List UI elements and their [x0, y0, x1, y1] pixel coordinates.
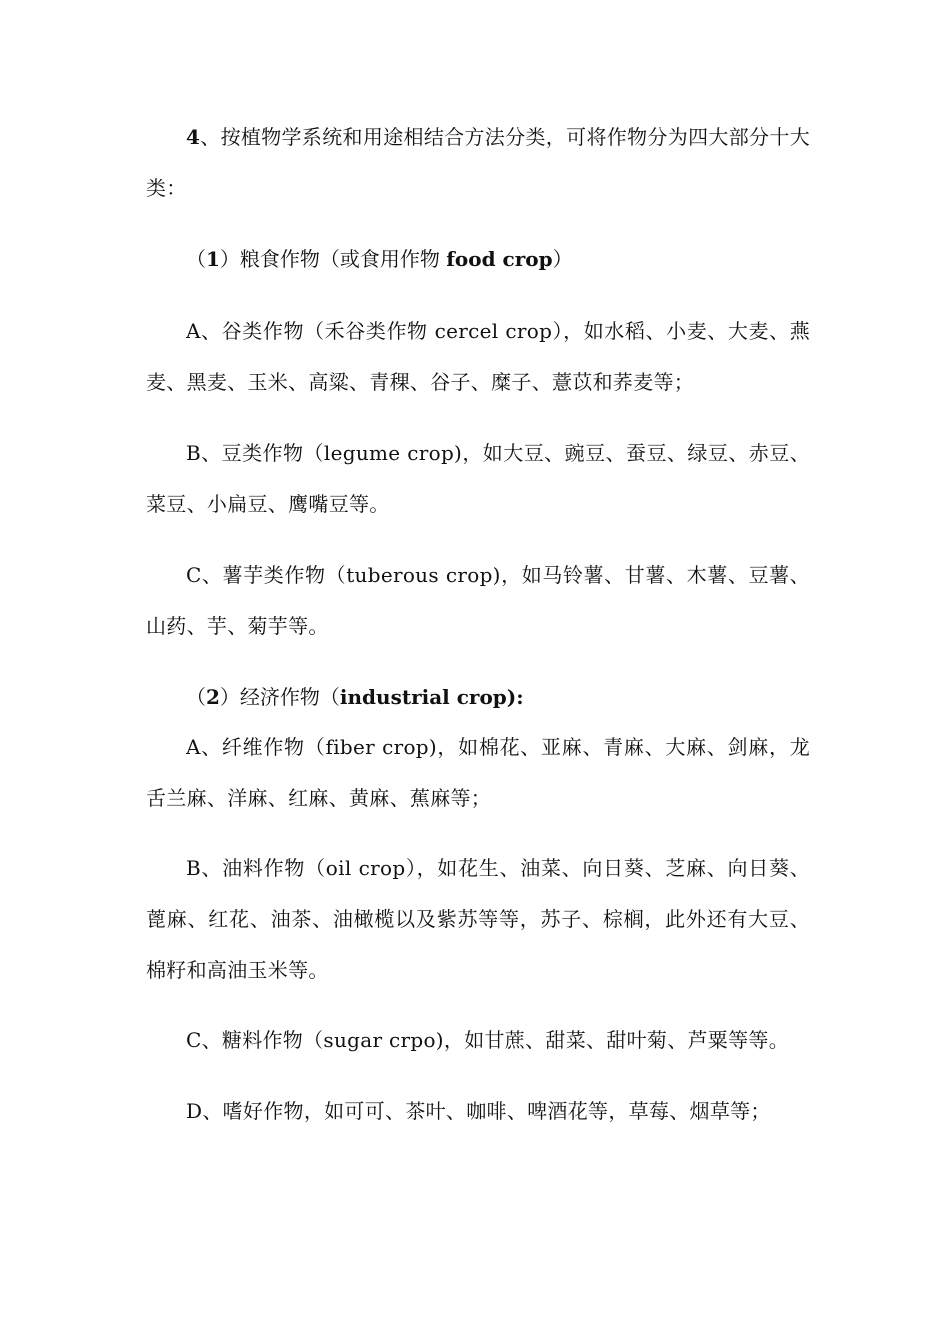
- section-2-english: industrial crop):: [339, 685, 524, 709]
- section-2-title: ）经济作物（: [219, 685, 340, 709]
- intro-text: 、按植物学系统和用途相结合方法分类，可将作物分为四大部分十大类：: [146, 125, 810, 200]
- section-1-close: ）: [552, 247, 573, 271]
- tuber-crops-paragraph: C、薯芋类作物（tuberous crop)，如马铃薯、甘薯、木薯、豆薯、山药、芋、菊芋等。: [146, 563, 810, 638]
- fiber-crops-paragraph: A、纤维作物（fiber crop)，如棉花、亚麻、青麻、大麻、剑麻，龙舌兰麻、洋麻、红麻、黄麻、蕉麻等；: [146, 735, 810, 810]
- section-2-number: 2: [206, 685, 220, 709]
- cereal-crops-paragraph: A、谷类作物（禾谷类作物 cercel crop），如水稻、小麦、大麦、燕麦、黑麦、玉米、高粱、青稞、谷子、糜子、薏苡和荞麦等；: [146, 319, 810, 394]
- intro-paragraph: [146, 112, 810, 214]
- section-1-number: 1: [206, 247, 220, 271]
- section-1-heading: [186, 234, 810, 285]
- section-1-english: food crop: [446, 247, 553, 271]
- legume-crops-paragraph: B、豆类作物（legume crop)，如大豆、豌豆、蚕豆、绿豆、赤豆、菜豆、小扁豆、鹰嘴豆等。: [146, 441, 810, 516]
- sugar-crops-paragraph: C、糖料作物（sugar crpo)，如甘蔗、甜菜、甜叶菊、芦粟等等。: [186, 1028, 789, 1052]
- oil-crops-paragraph: B、油料作物（oil crop），如花生、油菜、向日葵、芝麻、向日葵、蓖麻、红花、油茶、油橄榄以及紫苏等等，苏子、棕榈，此外还有大豆、棉籽和高油玉米等。: [146, 856, 810, 982]
- section-1-open: （: [186, 247, 206, 271]
- stimulant-crops-paragraph: D、嗜好作物，如可可、茶叶、咖啡、啤酒花等，草莓、烟草等；: [186, 1099, 771, 1123]
- intro-number: 4: [186, 125, 201, 149]
- section-2-heading: [186, 672, 810, 723]
- section-1-title: ）粮食作物（或食用作物: [219, 247, 447, 271]
- section-2-open: （: [186, 685, 206, 709]
